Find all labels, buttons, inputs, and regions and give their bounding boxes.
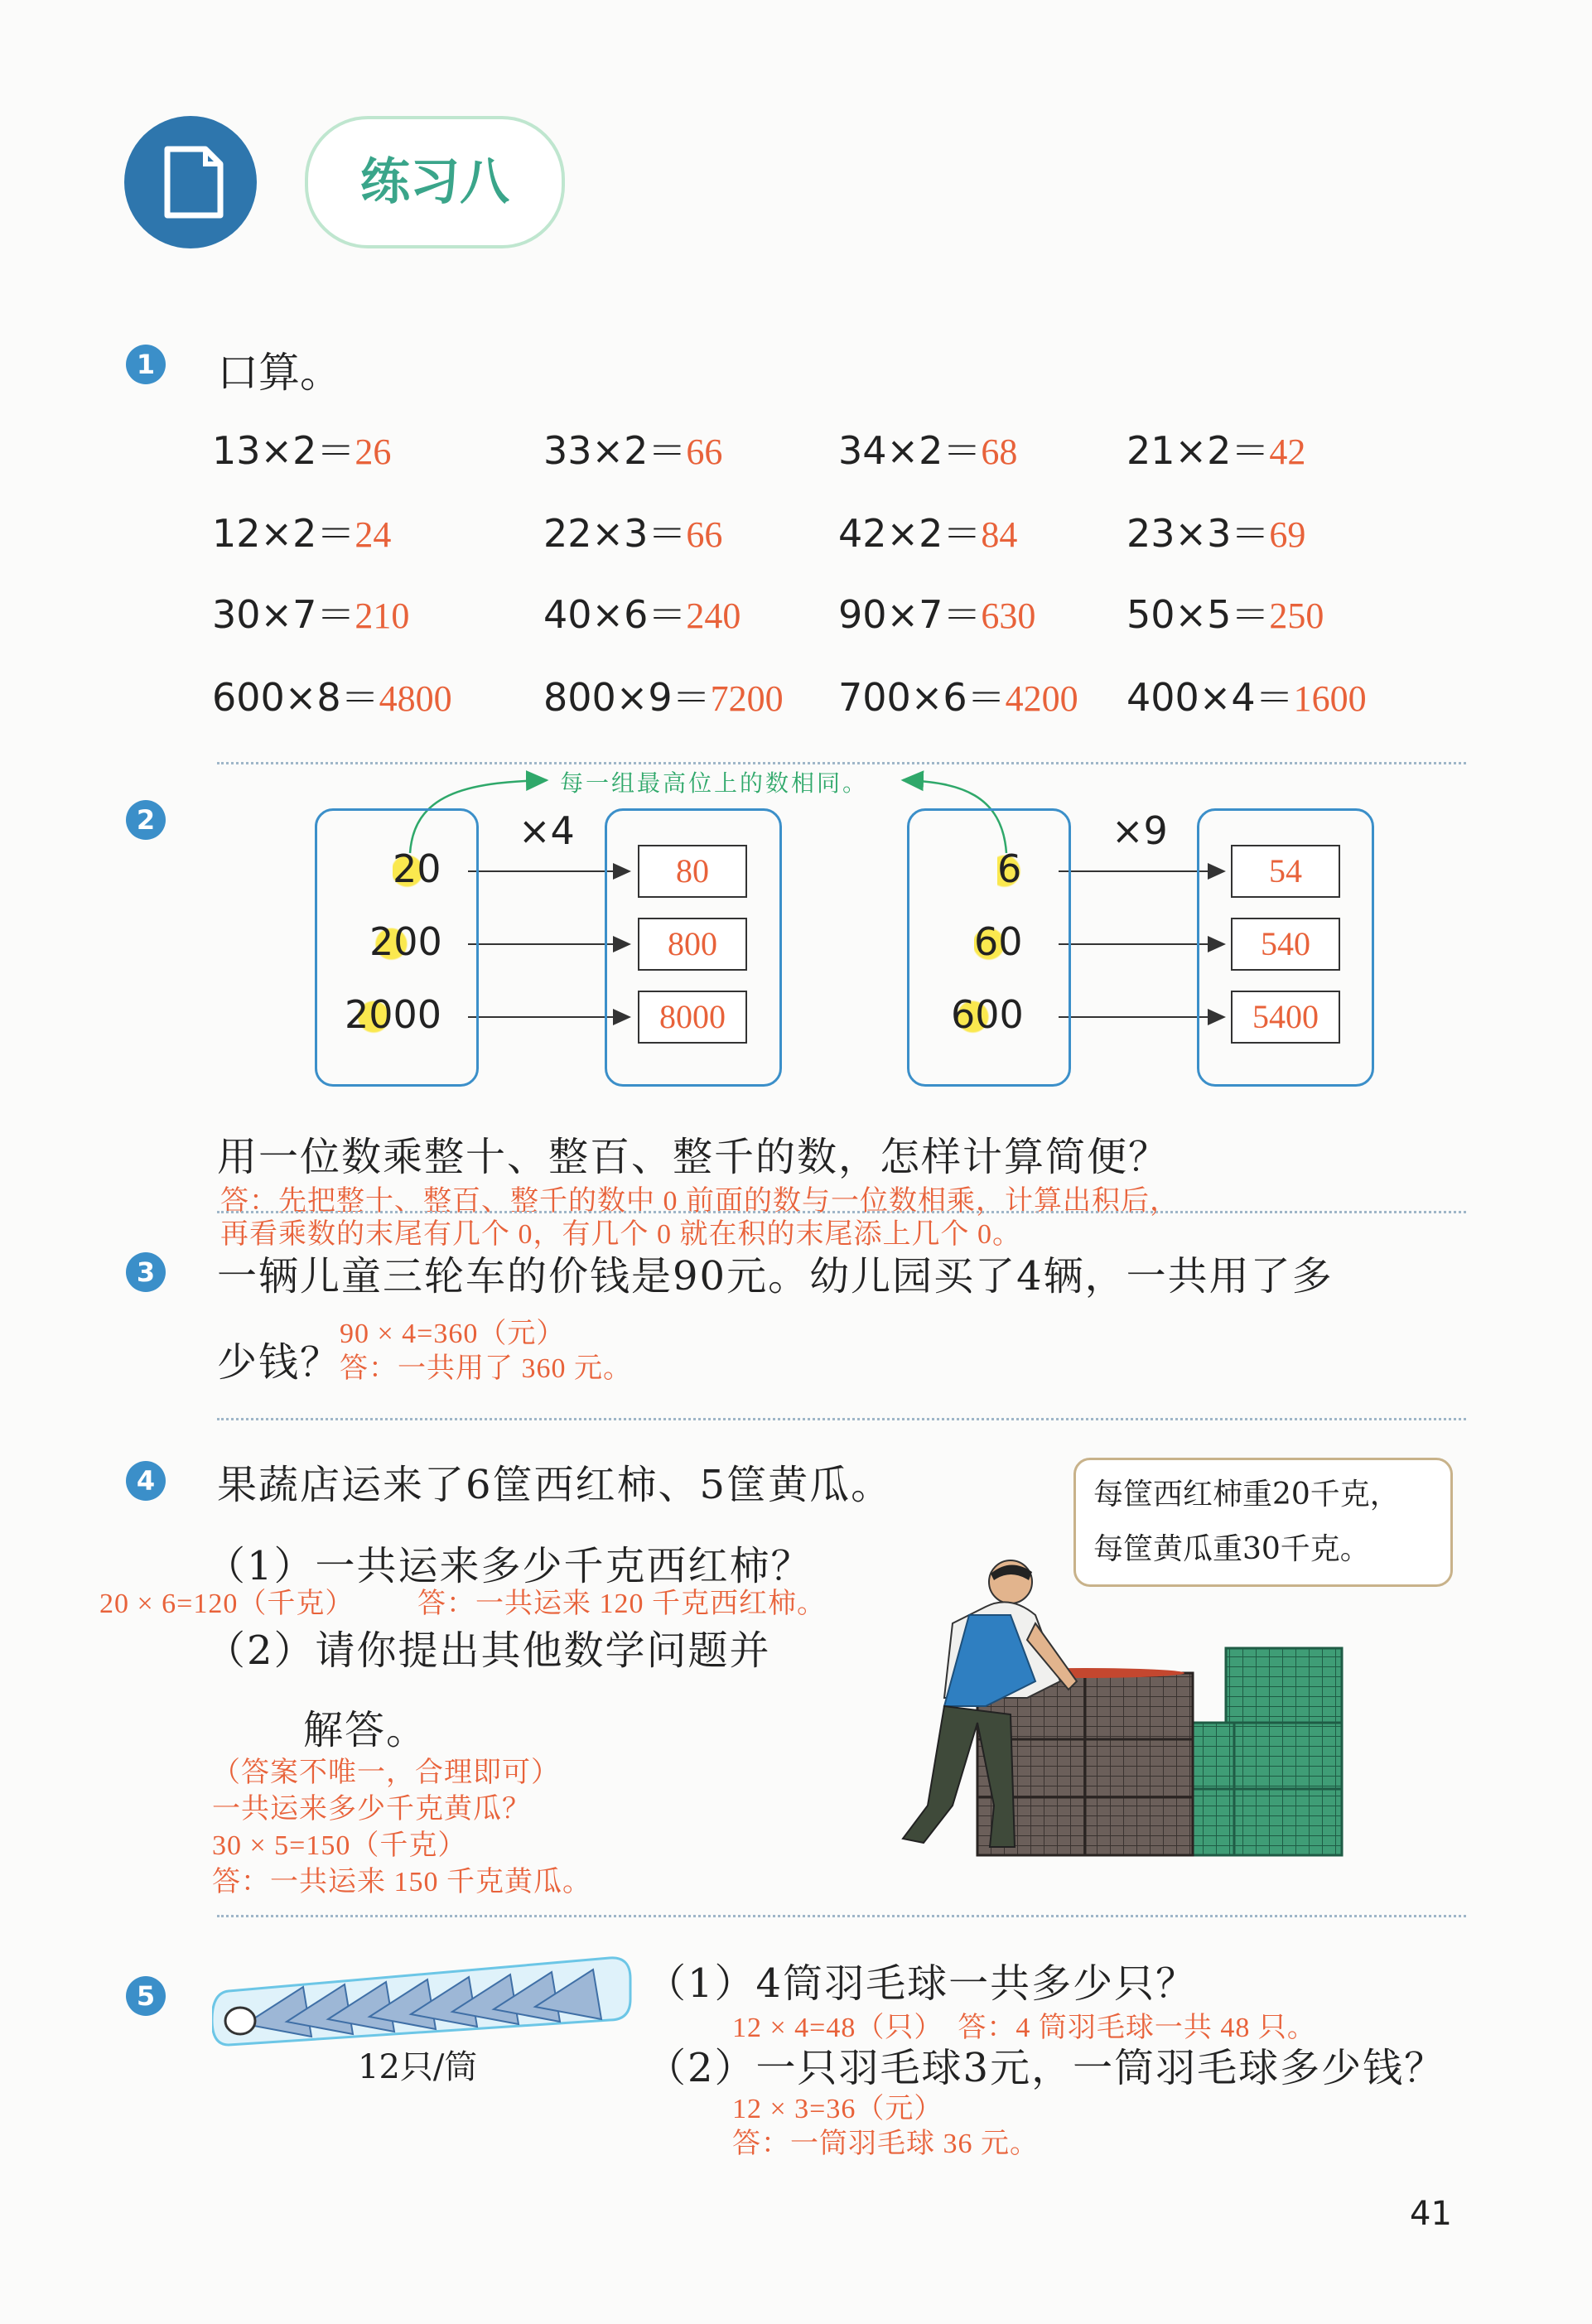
right-input-2: 60 [974, 919, 1023, 964]
q5-sub2-answer: 答：一筒羽毛球 36 元。 [732, 2129, 1039, 2159]
bubble-line-1: 每筐西红柿重20千克， [1093, 1478, 1400, 1512]
equation-answer: 26 [355, 432, 392, 472]
equation-expression: 13×2＝ [212, 428, 355, 473]
left-multiplier: ×4 [519, 808, 575, 853]
q4-sub1-answer: 答：一共运来 120 千克西红柿。 [417, 1589, 826, 1619]
equation-answer: 4800 [379, 678, 452, 719]
equation-answer: 210 [355, 595, 410, 636]
left-input-1: 20 [393, 846, 441, 891]
equation-answer: 1600 [1293, 678, 1367, 719]
equation-expression: 600×8＝ [212, 675, 379, 720]
right-output-2: 540 [1231, 918, 1340, 971]
equation-expression: 90×7＝ [838, 592, 982, 637]
left-output-2: 800 [638, 918, 747, 971]
page-number: 41 [1410, 2195, 1452, 2233]
question-number-2: 2 [126, 800, 166, 840]
q2-question: 用一位数乘整十、整百、整千的数，怎样计算简便？ [217, 1134, 1170, 1180]
q5-sub1-answer: 12 × 4=48（只） 答：4 筒羽毛球一共 48 只。 [732, 2013, 1316, 2043]
equation-expression: 22×3＝ [543, 511, 687, 556]
equation-answer: 84 [981, 514, 1018, 555]
equation-expression: 34×2＝ [838, 428, 982, 473]
question-number-3: 3 [126, 1252, 166, 1292]
q4-sub2-line-2: 解答。 [303, 1707, 428, 1753]
equation-answer: 66 [686, 432, 723, 472]
question-number-1: 1 [126, 345, 166, 384]
right-multiplier: ×9 [1112, 808, 1168, 853]
q3-line-1: 一辆儿童三轮车的价钱是90元。幼儿园买了4辆，一共用了多 [217, 1253, 1334, 1299]
q4-sub2-line-1: （2）请你提出其他数学问题并 [205, 1627, 771, 1674]
equation-answer: 630 [981, 595, 1036, 636]
shuttlecock-tube-image [212, 1941, 634, 2054]
equation-answer: 68 [981, 432, 1018, 472]
equation-expression: 30×7＝ [212, 592, 355, 637]
equation-answer: 66 [686, 514, 723, 555]
right-input-3: 600 [951, 992, 1024, 1037]
page-title: 练习八 [360, 153, 509, 211]
question-number-5: 5 [126, 1976, 166, 2016]
equation-answer: 250 [1269, 595, 1324, 636]
equation-expression: 800×9＝ [543, 675, 711, 720]
q3-answer: 答：一共用了 360 元。 [340, 1353, 632, 1384]
question-number-4: 4 [126, 1461, 166, 1501]
q2-answer-line-1: 答：先把整十、整百、整千的数中 0 前面的数与一位数相乘，计算出积后， [220, 1186, 1179, 1217]
q5-sub1: （1）4筒羽毛球一共多少只？ [646, 1960, 1198, 2007]
q4-sub2-note: （答案不唯一，合理即可） [212, 1757, 560, 1788]
tube-label: 12只/筒 [358, 2048, 478, 2086]
q4-sub2-answer: 答：一共运来 150 千克黄瓜。 [212, 1867, 591, 1897]
right-input-1: 6 [997, 846, 1022, 891]
right-output-3: 5400 [1231, 991, 1340, 1044]
q2-answer-line-2: 再看乘数的末尾有几个 0，有几个 0 就在积的末尾添上几个 0。 [220, 1219, 1021, 1250]
divider [217, 1211, 1466, 1213]
divider [217, 1915, 1466, 1917]
divider [217, 1418, 1466, 1420]
equation-expression: 50×5＝ [1126, 592, 1270, 637]
equation-expression: 12×2＝ [212, 511, 355, 556]
q2-note: 每一组最高位上的数相同。 [560, 769, 869, 797]
equation-expression: 42×2＝ [838, 511, 982, 556]
left-output-1: 80 [638, 845, 747, 898]
equation-expression: 33×2＝ [543, 428, 687, 473]
equation-expression: 23×3＝ [1126, 511, 1270, 556]
left-input-3: 2000 [345, 992, 442, 1037]
left-output-3: 8000 [638, 991, 747, 1044]
equation-expression: 40×6＝ [543, 592, 687, 637]
q1-prompt: 口算。 [217, 349, 341, 397]
equation-answer: 69 [1269, 514, 1306, 555]
q3-line-2: 少钱？ [217, 1339, 342, 1386]
equation-answer: 240 [686, 595, 741, 636]
q5-sub2-calc: 12 × 3=36（元） [732, 2094, 943, 2124]
equation-answer: 7200 [710, 678, 784, 719]
equation-answer: 24 [355, 514, 392, 555]
q4-sub2-question: 一共运来多少千克黄瓜？ [212, 1794, 531, 1825]
equation-expression: 21×2＝ [1126, 428, 1270, 473]
q4-sub1: （1）一共运来多少千克西红柿？ [205, 1543, 813, 1589]
right-output-1: 54 [1231, 845, 1340, 898]
q4-sub2-calc: 30 × 5=150（千克） [212, 1830, 467, 1861]
q3-calc: 90 × 4=360（元） [340, 1319, 566, 1349]
bubble-line-2: 每筐黄瓜重30千克。 [1093, 1532, 1370, 1566]
q5-sub2: （2）一只羽毛球3元，一筒羽毛球多少钱？ [646, 2045, 1446, 2091]
left-input-2: 200 [369, 919, 442, 964]
equation-answer: 4200 [1005, 678, 1078, 719]
equation-answer: 42 [1269, 432, 1306, 472]
q4-intro: 果蔬店运来了6筐西红柿、5筐黄瓜。 [217, 1462, 893, 1508]
equation-expression: 400×4＝ [1126, 675, 1294, 720]
q4-sub1-calc: 20 × 6=120（千克） [99, 1589, 355, 1619]
shopkeeper-crates-illustration [845, 1557, 1358, 1872]
equation-expression: 700×6＝ [838, 675, 1006, 720]
